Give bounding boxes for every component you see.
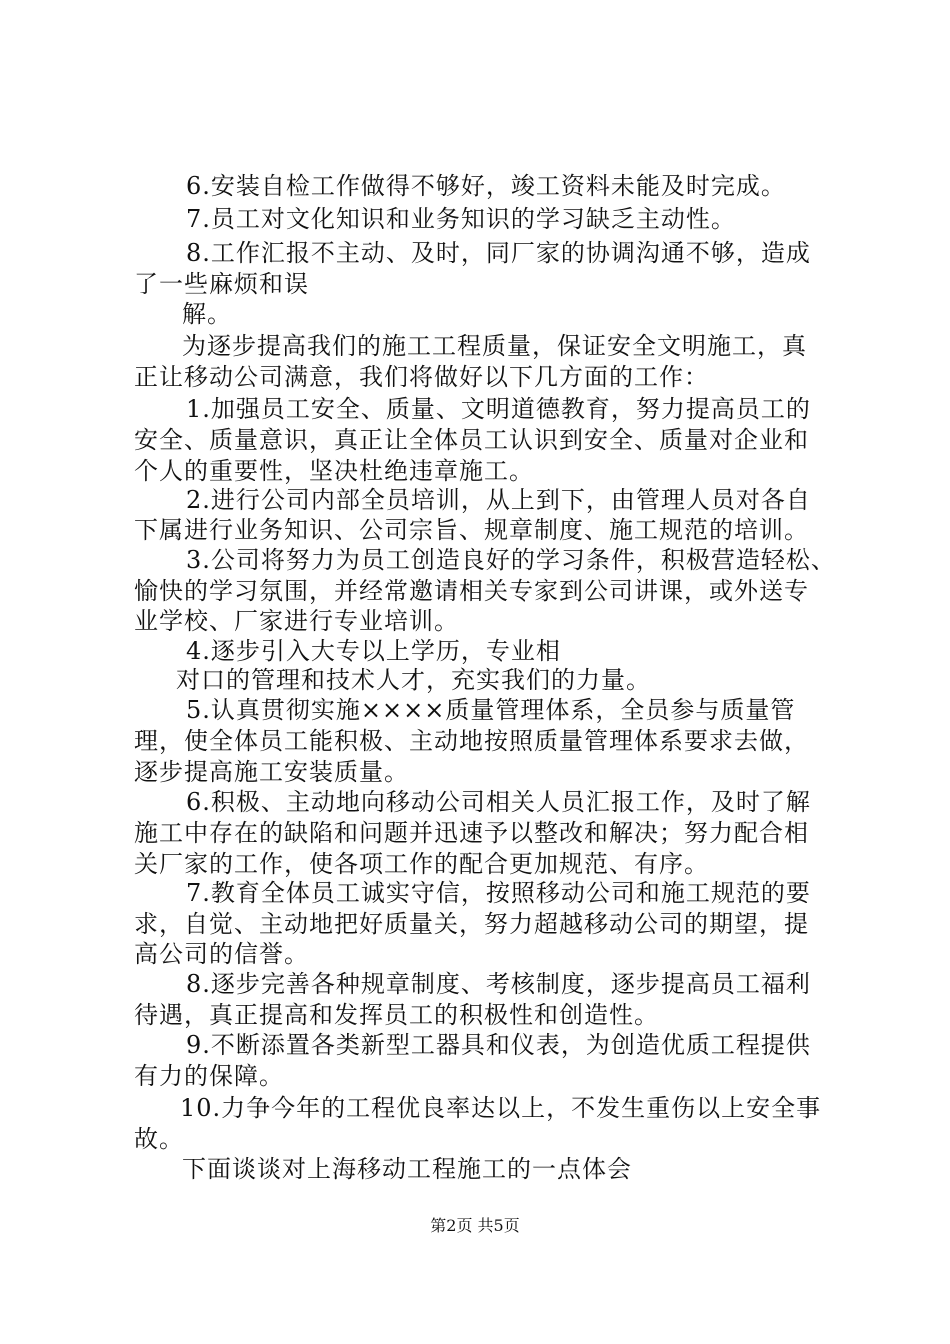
text-line: 为逐步提高我们的施工工程质量，保证安全文明施工，真 — [182, 332, 807, 360]
text-line: 高公司的信誉。 — [134, 940, 309, 968]
text-line: 逐步提高施工安装质量。 — [134, 758, 409, 786]
text-line: 安全、质量意识，真正让全体员工认识到安全、质量对企业和 — [134, 426, 809, 454]
text-line: 了一些麻烦和误 — [134, 270, 309, 298]
text-line: 施工中存在的缺陷和问题并迅速予以整改和解决；努力配合相 — [134, 819, 809, 847]
text-line: 2.进行公司内部全员培训，从上到下，由管理人员对各自 — [186, 486, 811, 514]
text-line: 7.教育全体员工诚实守信，按照移动公司和施工规范的要 — [186, 879, 811, 907]
text-line: 6.积极、主动地向移动公司相关人员汇报工作，及时了解 — [186, 788, 811, 816]
text-line: 3.公司将努力为员工创造良好的学习条件，积极营造轻松、 — [186, 546, 836, 574]
text-line: 下属进行业务知识、公司宗旨、规章制度、施工规范的培训。 — [134, 516, 809, 544]
text-line: 1.加强员工安全、质量、文明道德教育，努力提高员工的 — [186, 395, 811, 423]
text-line: 6.安装自检工作做得不够好，竣工资料未能及时完成。 — [186, 172, 786, 200]
text-line: 8.工作汇报不主动、及时，同厂家的协调沟通不够，造成 — [186, 239, 811, 267]
text-line: 4.逐步引入大专以上学历，专业相 — [186, 637, 561, 665]
text-line: 5.认真贯彻实施××××质量管理体系，全员参与质量管 — [186, 696, 796, 724]
text-line: 愉快的学习氛围，并经常邀请相关专家到公司讲课，或外送专 — [134, 577, 809, 605]
text-line: 待遇，真正提高和发挥员工的积极性和创造性。 — [134, 1001, 659, 1029]
text-line: 8.逐步完善各种规章制度、考核制度，逐步提高员工福利 — [186, 970, 811, 998]
text-line: 有力的保障。 — [134, 1062, 284, 1090]
text-line: 关厂家的工作，使各项工作的配合更加规范、有序。 — [134, 850, 709, 878]
text-line: 10.力争今年的工程优良率达以上，不发生重伤以上安全事 — [180, 1094, 822, 1122]
text-line: 理，使全体员工能积极、主动地按照质量管理体系要求去做， — [134, 727, 809, 755]
text-line: 正让移动公司满意，我们将做好以下几方面的工作： — [134, 363, 709, 391]
text-line: 解。 — [182, 300, 232, 328]
text-line: 对口的管理和技术人才，充实我们的力量。 — [176, 666, 651, 694]
text-line: 7.员工对文化知识和业务知识的学习缺乏主动性。 — [186, 205, 736, 233]
text-line: 9.不断添置各类新型工器具和仪表，为创造优质工程提供 — [186, 1031, 811, 1059]
page-footer: 第2页 共5页 — [430, 1216, 520, 1235]
text-line: 下面谈谈对上海移动工程施工的一点体会 — [182, 1155, 632, 1183]
text-line: 业学校、厂家进行专业培训。 — [134, 607, 459, 635]
text-line: 求，自觉、主动地把好质量关，努力超越移动公司的期望，提 — [134, 910, 809, 938]
text-line: 故。 — [134, 1125, 184, 1153]
text-line: 个人的重要性，坚决杜绝违章施工。 — [134, 457, 534, 485]
